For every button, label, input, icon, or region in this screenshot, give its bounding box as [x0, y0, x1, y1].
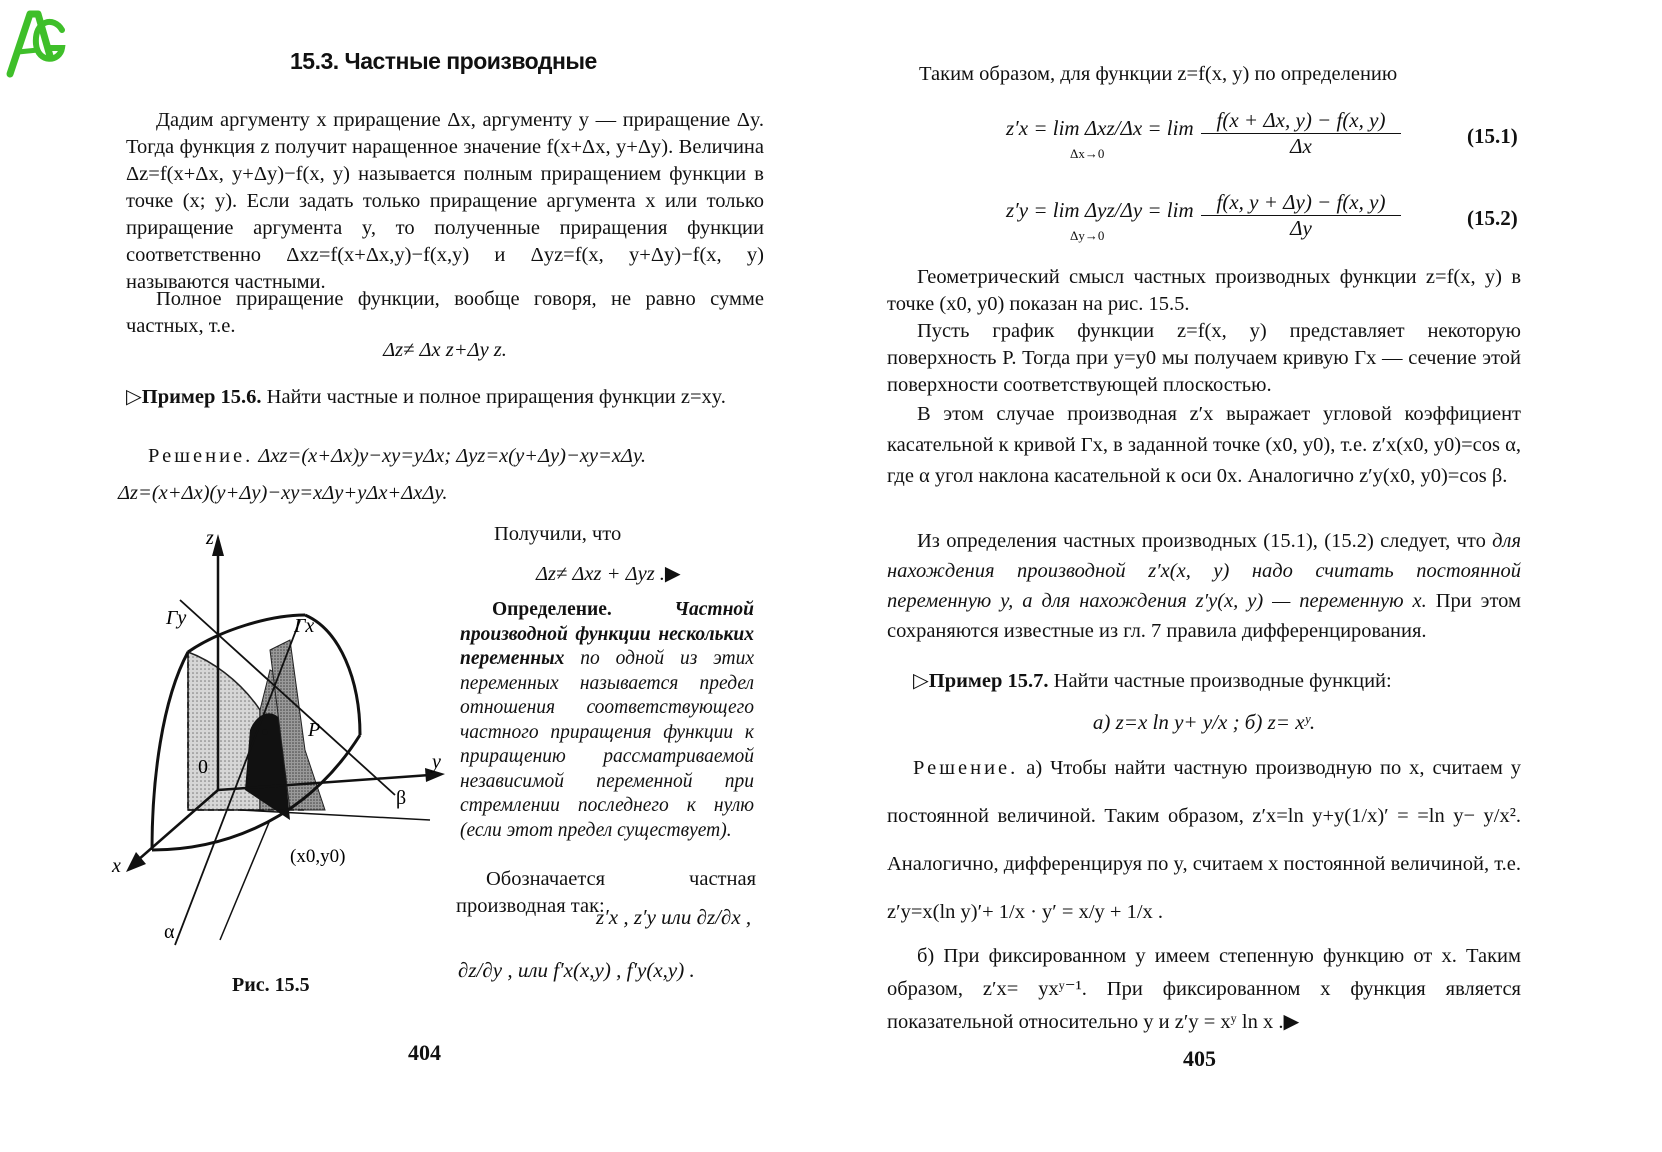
example-15-7	[913, 668, 1523, 695]
inequality-formula: Δz≠ Δx z+Δy z.	[383, 339, 507, 361]
eq1-denominator: Δx	[1290, 134, 1312, 158]
label-gamma-x: Γx	[294, 615, 315, 637]
label-beta: β	[396, 787, 407, 809]
example-text: Найти частные и полное приращения функции z=xy.	[266, 386, 726, 408]
obtained-text: Получили, что	[494, 523, 622, 545]
beta-reference-line	[240, 810, 430, 820]
example-157-functions: а) z=x ln y+ y/x ; б) z= xʸ.	[1092, 710, 1316, 734]
label-origin: 0	[198, 756, 208, 778]
example-157-text: Найти частные производные функций:	[1053, 670, 1392, 692]
tangent-paragraph: В этом случае производная z′x выражает угловой коэффициент касательной к кривой Γx, в заданной точке (x0, y0), т.е. z′x(x0, y0)=cos α, где α угол наклона касательной к оси 0x. Аналогично z′y(x0, y0)=cos β.	[887, 403, 1521, 487]
eq1-numerator: f(x + Δx, y) − f(x, y)	[1201, 108, 1401, 134]
label-P: P	[308, 719, 321, 741]
thus-line: Таким образом, для функции z=f(x, y) по определению	[919, 63, 1398, 85]
right-page	[831, 0, 1662, 1152]
example-157-label: ▷Пример 15.7.	[913, 670, 1049, 692]
solution-15-6	[126, 443, 764, 470]
figure-caption: Рис. 15.5	[232, 974, 310, 996]
z-axis-arrow	[212, 534, 224, 556]
solution-157-a-line1: а) Чтобы найти частную производную по x, считаем y постоянной величиной. Таким образом, z′x=ln y+y(1/x)′ =	[887, 757, 1522, 827]
label-gamma-y: Γy	[166, 607, 187, 629]
solution-label: Решение.	[148, 445, 254, 467]
intro-paragraph: Дадим аргументу x приращение Δx, аргументу y — приращение Δy. Тогда функция z получит наращенное значение f(x+Δx, y+Δy). Величина Δz=f(x+Δx, y+Δy)−f(x, y) называется полным приращением функции в точке (x; y). Если задать только приращение аргумента x или только приращение аргумента y, то полученные приращения функции соответственно Δxz=f(x+Δx,y)−f(x,y) и Δyz=f(x, y+Δy)−f(x, y) называются частными.	[126, 109, 764, 293]
label-z: z	[206, 527, 214, 549]
eq1-lhs: z′x = lim Δxz/Δx = lim	[1006, 116, 1194, 140]
solution-line-2: Δz=(x+Δx)(y+Δy)−xy=xΔy+yΔx+ΔxΔy.	[118, 482, 448, 504]
solution-157-b: б) При фиксированном y имеем степенную функцию от x. Таким образом, z′x= yxʸ⁻¹. При фиксированном x функция является показательной относительно y и z′y = xʸ ln x .▶	[887, 945, 1521, 1033]
obtained-formula: Δz≠ Δxz + Δyz .▶	[536, 563, 681, 585]
rule-text-b: При этом сохраняются известные из гл. 7 правила дифференцирования.	[887, 590, 1521, 642]
definition-text: по одной из этих переменных называется предел отношения соответствующего частного приращения функции к приращению рассматриваемой независимой переменной при стремлении последнего к нулю (если этот предел существует).	[460, 648, 755, 841]
rule-text-a: Из определения частных производных (15.1), (15.2) следует, что	[917, 530, 1486, 552]
figure-15-5	[100, 520, 460, 960]
solution-157-a-line2: =ln y− y/x². Аналогично, дифференцируя по y, считаем x постоянной величиной, т.е. z′y=x(ln y)′+ 1/x · y′ = x/y + 1/x .	[887, 805, 1521, 923]
label-x: x	[112, 855, 121, 877]
equation-15-1	[1006, 108, 1526, 168]
eq1-limit: Δx→0	[1070, 146, 1105, 161]
definition-term: Частной производной функции нескольких переменных	[460, 599, 754, 669]
notation-line-2: ∂z/∂y , или f′x(x,y) , f′y(x,y) .	[458, 958, 695, 982]
eq1-number: (15.1)	[1467, 124, 1518, 148]
definition-block	[460, 598, 754, 843]
eq2-lhs: z′y = lim Δyz/Δy = lim	[1006, 198, 1194, 222]
section-title: 15.3. Частные производные	[290, 48, 597, 74]
page-number-left: 404	[408, 1040, 441, 1065]
page-number-right: 405	[1183, 1046, 1216, 1071]
label-point: (x0,y0)	[290, 846, 346, 867]
solution-157-label: Решение.	[913, 757, 1019, 779]
intro-paragraph-2: Полное приращение функции, вообще говоря, не равно сумме частных, т.е.	[126, 288, 764, 337]
eq2-denominator: Δy	[1290, 216, 1312, 240]
rule-paragraph	[887, 526, 1521, 646]
eq2-number: (15.2)	[1467, 206, 1518, 230]
surface-paragraph: Пусть график функции z=f(x, y) представляет некоторую поверхность P. Тогда при y=y0 мы получаем кривую Γx — сечение этой поверхности соответствующей плоскостью.	[887, 320, 1521, 396]
notation-text: Обозначается частная производная так:	[456, 868, 756, 917]
definition-label: Определение.	[492, 599, 612, 620]
point-on-surface	[262, 729, 268, 735]
label-alpha: α	[164, 921, 175, 943]
solution-157-a	[887, 744, 1521, 936]
label-y: y	[432, 751, 441, 773]
rule-text-italic: для нахождения производной z′x(x, y) надо считать постоянной переменную y, а для нахождения z′y(x, y) — переменную x.	[887, 530, 1521, 612]
solution-line-1: Δxz=(x+Δx)y−xy=yΔx; Δyz=x(y+Δy)−xy=xΔy.	[258, 445, 647, 467]
example-15-6	[126, 384, 764, 411]
geometric-meaning-paragraph: Геометрический смысл частных производных функции z=f(x, y) в точке (x0, y0) показан на рис. 15.5.	[887, 266, 1521, 315]
eq2-limit: Δy→0	[1070, 228, 1105, 243]
notation-line-1: z′x , z′y или ∂z/∂x ,	[596, 905, 752, 929]
equation-15-2	[1006, 190, 1526, 250]
eq2-numerator: f(x, y + Δy) − f(x, y)	[1201, 190, 1401, 216]
example-label: ▷Пример 15.6.	[126, 386, 262, 408]
